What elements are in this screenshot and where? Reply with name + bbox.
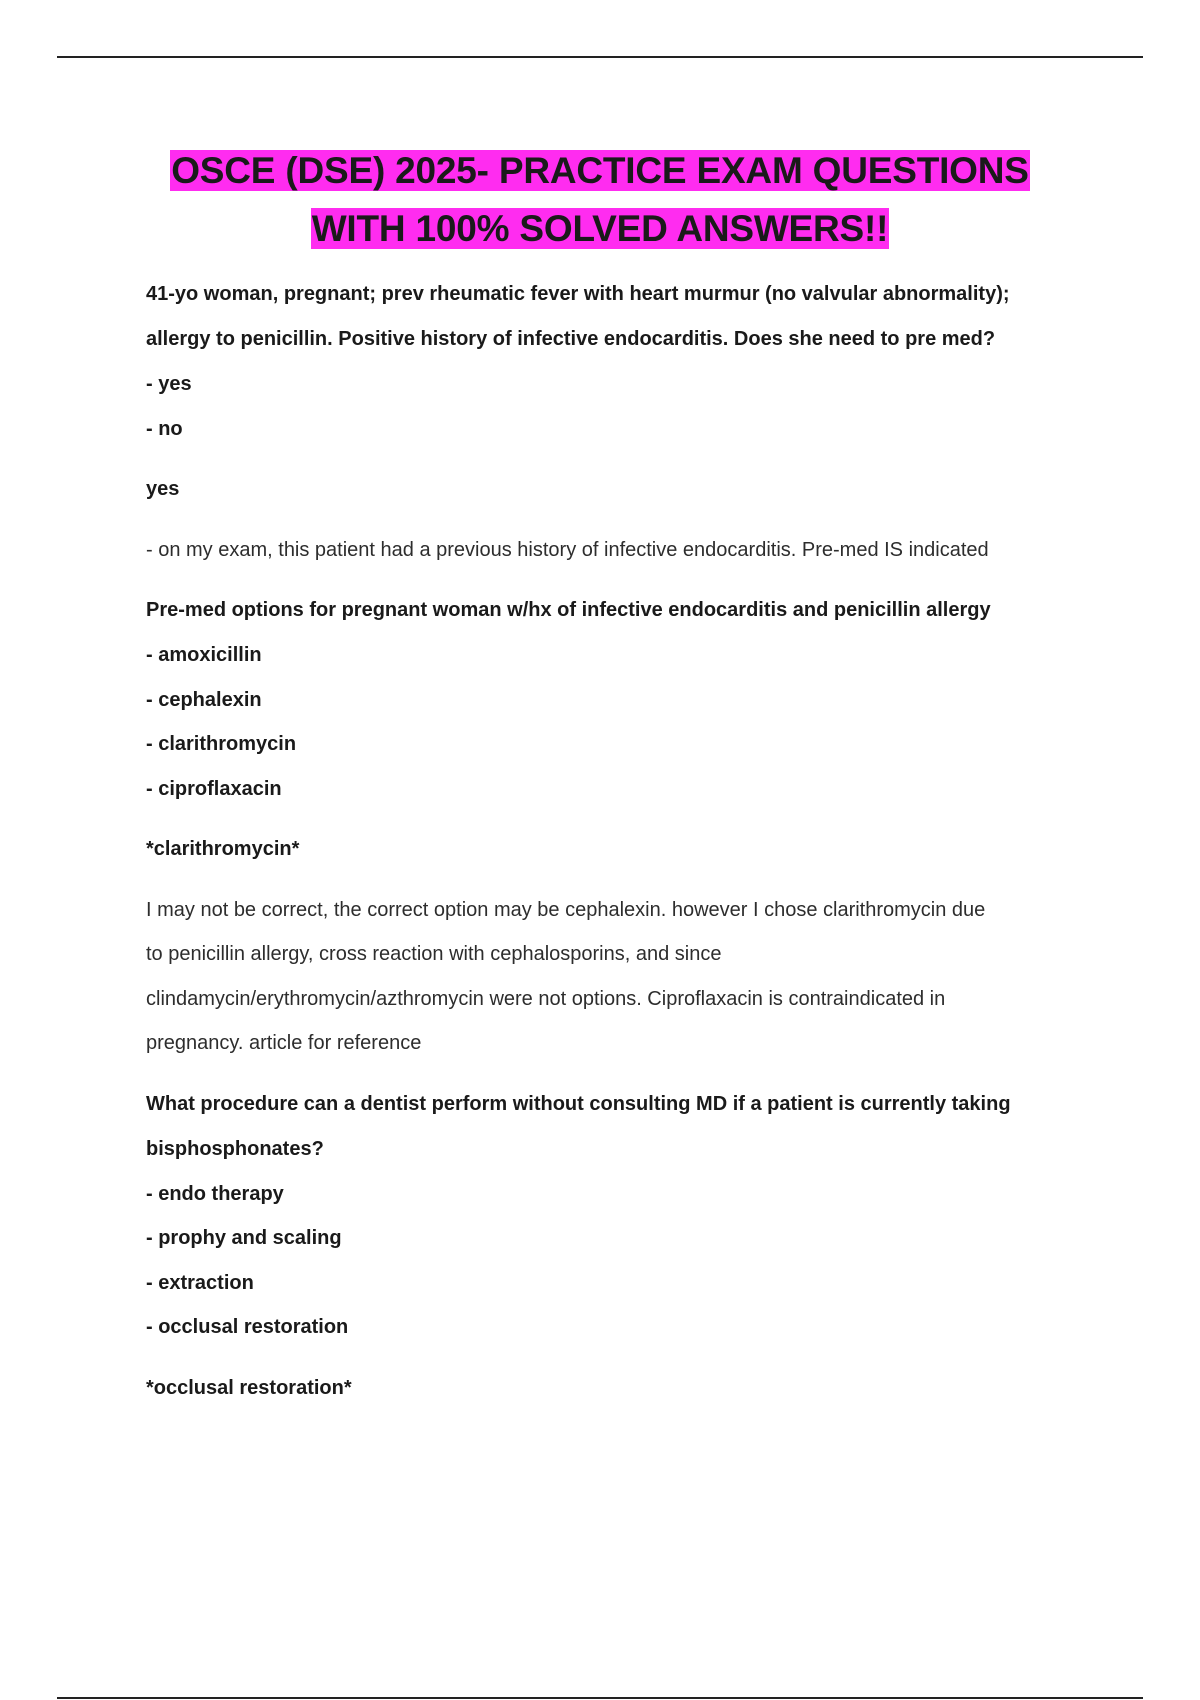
correct-answer: yes: [146, 478, 180, 500]
answer-option: - endo therapy: [146, 1182, 284, 1205]
title-line-1: OSCE (DSE) 2025- PRACTICE EXAM QUESTIONS: [171, 150, 1029, 191]
answer-option: - extraction: [146, 1271, 254, 1294]
answer-option: - ciproflaxacin: [146, 777, 282, 800]
question-text: 41-yo woman, pregnant; prev rheumatic fever with heart murmur (no valvular abnormality);: [146, 283, 1010, 305]
document-title: [0, 142, 1200, 258]
answer-option: - amoxicillin: [146, 644, 262, 666]
correct-answer: *clarithromycin*: [146, 838, 300, 860]
answer-option: - cephalexin: [146, 688, 262, 711]
answer-option: - prophy and scaling: [146, 1227, 342, 1249]
answer-option: - occlusal restoration: [146, 1316, 349, 1338]
answer-explanation: - on my exam, this patient had a previous history of infective endocarditis. Pre-med IS indicated: [146, 538, 989, 561]
question-text: bisphosphonates?: [146, 1137, 324, 1160]
answer-explanation: to penicillin allergy, cross reaction with cephalosporins, and since: [146, 943, 722, 965]
question-text: allergy to penicillin. Positive history of infective endocarditis. Does she need to pre med?: [146, 328, 996, 350]
title-line-2: WITH 100% SOLVED ANSWERS!!: [311, 208, 889, 249]
bottom-rule: [57, 1697, 1143, 1699]
answer-explanation: pregnancy. article for reference: [146, 1032, 422, 1054]
question-block-3: [146, 1082, 1106, 1411]
answer-explanation: I may not be correct, the correct option may be cephalexin. however I chose clarithromycin due: [146, 898, 986, 921]
question-text: What procedure can a dentist perform without consulting MD if a patient is currently taking: [146, 1092, 1011, 1115]
answer-option: - yes: [146, 373, 192, 395]
answer-explanation: clindamycin/erythromycin/azthromycin were not options. Ciproflaxacin is contraindicated in: [146, 987, 946, 1010]
top-rule: [57, 56, 1143, 58]
answer-option: - clarithromycin: [146, 733, 297, 755]
question-block-1: [146, 272, 1106, 572]
correct-answer: *occlusal restoration*: [146, 1376, 352, 1399]
answer-option: - no: [146, 417, 183, 440]
document-body: [146, 272, 1106, 1410]
question-text: Pre-med options for pregnant woman w/hx of infective endocarditis and penicillin allergy: [146, 599, 991, 621]
question-block-2: [146, 588, 1106, 1066]
